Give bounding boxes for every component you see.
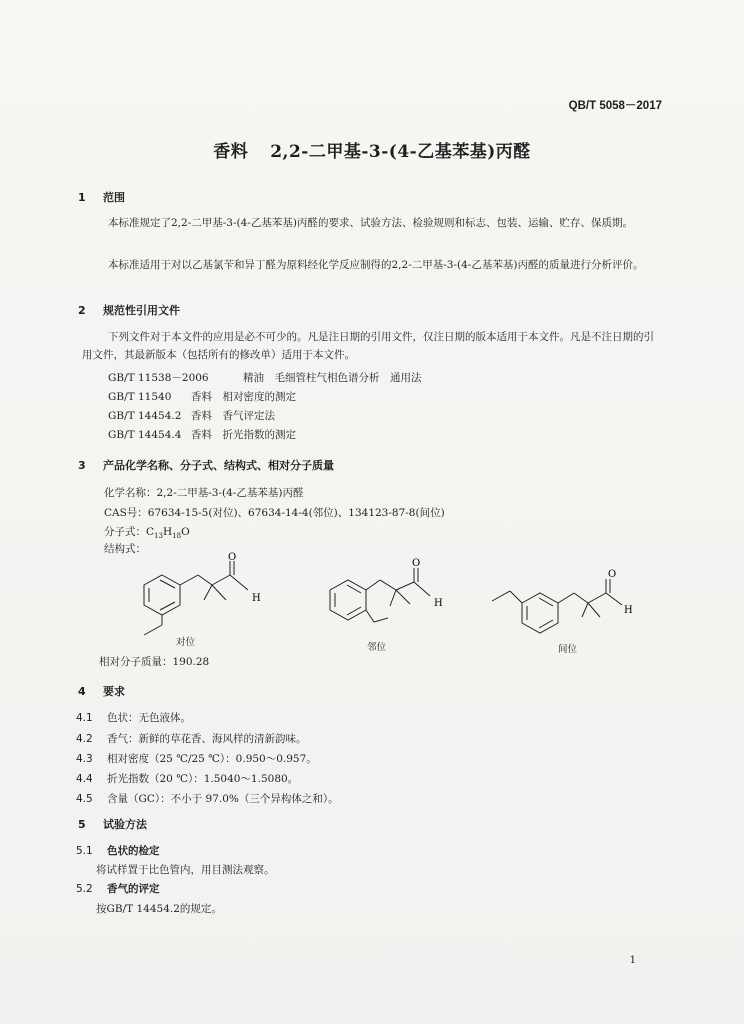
molecular-formula (104, 524, 190, 540)
method-body: 将试样置于比色管内，用目测法观察。 (96, 864, 275, 876)
title-part2: 2,2-二甲基-3-(4-乙基苯基)丙醛 (270, 142, 531, 162)
requirement-item (76, 791, 339, 806)
section3-number: 3 (78, 459, 86, 472)
document-title (0, 137, 744, 162)
method-title: 色状的检定 (107, 845, 160, 857)
reference-item (108, 370, 422, 385)
method-body: 按GB/T 14454.2的规定。 (96, 903, 222, 915)
formula-c: C (146, 526, 155, 538)
page-number: 1 (629, 955, 636, 966)
requirement-text: 色状：无色液体。 (107, 712, 191, 724)
formula-o: O (181, 526, 190, 538)
reference-title: 香料 香气评定法 (191, 410, 275, 422)
section4-heading (78, 683, 125, 699)
section2-number: 2 (78, 304, 86, 317)
standard-code: QB/T 5058－2017 (568, 100, 662, 112)
cas-number: CAS号：67634-15-5(对位)、67634-14-4(邻位)、134123-87-8(间位) (104, 507, 445, 519)
section1-para2: 本标准适用于对以乙基氯苄和异丁醛为原料经化学反应制得的2,2-二甲基-3-(4-乙基苯基)丙醛的质量进行分析评价。 (108, 259, 644, 271)
section3-title: 产品化学名称、分子式、结构式、相对分子质量 (103, 459, 334, 472)
method-heading (76, 881, 160, 896)
requirement-item (76, 710, 191, 725)
formula-h-count: 18 (172, 532, 182, 541)
requirement-text: 含量（GC）：不小于 97.0%（三个异构体之和）。 (107, 793, 339, 805)
structure-para-drawing (100, 552, 280, 640)
requirement-number: 4.2 (76, 733, 93, 745)
method-number: 5.2 (76, 883, 93, 895)
section5-number: 5 (78, 818, 86, 831)
requirement-text: 香气：新鲜的草花香、海风样的清新韵味。 (107, 733, 307, 745)
structure-para (100, 552, 280, 644)
method-heading (76, 843, 160, 858)
section1-title: 范围 (103, 191, 125, 204)
title-part1: 香料 (213, 142, 249, 162)
reference-code: GB/T 14454.4 (108, 429, 182, 441)
reference-code: GB/T 14454.2 (108, 410, 182, 422)
reference-title: 精油 毛细管柱气相色谱分析 通用法 (243, 372, 422, 384)
section5-title: 试验方法 (103, 818, 147, 831)
section1-para1: 本标准规定了2,2-二甲基-3-(4-乙基苯基)丙醛的要求、试验方法、检验规则和标志、包装、运输、贮存、保质期。 (108, 217, 633, 229)
section2-para1: 下列文件对于本文件的应用是必不可少的。凡是注日期的引用文件，仅注日期的版本适用于本文件。凡是不注日期的引用文件，其最新版本（包括所有的修改单）适用于本文件。 (82, 331, 654, 361)
section5-heading (78, 816, 147, 832)
hydrogen-label: H (252, 593, 261, 604)
structure-meta-drawing (480, 565, 660, 645)
method-number: 5.1 (76, 845, 93, 857)
formula-label: 分子式： (104, 526, 146, 538)
section4-title: 要求 (103, 685, 125, 698)
requirement-number: 4.4 (76, 773, 93, 785)
requirement-number: 4.3 (76, 753, 93, 765)
structure-label: 结构式： (104, 543, 146, 555)
formula-c-count: 13 (154, 532, 163, 541)
requirement-item (76, 751, 317, 766)
reference-item (108, 389, 296, 404)
molecular-weight: 相对分子质量：190.28 (99, 656, 210, 668)
structure-ortho-label: 邻位 (367, 642, 387, 653)
section2-title: 规范性引用文件 (103, 304, 180, 317)
reference-title: 香料 折光指数的测定 (191, 429, 296, 441)
structure-meta-label: 间位 (558, 644, 578, 655)
section1-number: 1 (78, 191, 86, 204)
hydrogen-label: H (624, 605, 633, 616)
section3-heading (78, 457, 334, 473)
structure-para-label: 对位 (176, 637, 196, 648)
structure-meta (480, 565, 660, 649)
requirement-text: 相对密度（25 ℃/25 ℃）：0.950～0.957。 (107, 753, 317, 765)
reference-item (108, 408, 275, 423)
chemical-name: 化学名称：2,2-二甲基-3-(4-乙基苯基)丙醛 (104, 487, 304, 499)
structure-ortho (300, 560, 460, 644)
requirement-item (76, 771, 298, 786)
reference-item (108, 427, 296, 442)
requirement-text: 折光指数（20 ℃）：1.5040～1.5080。 (107, 773, 299, 785)
oxygen-label: O (608, 569, 617, 580)
reference-code: GB/T 11538－2006 (108, 372, 209, 384)
section1-heading (78, 189, 125, 205)
structure-ortho-drawing (300, 560, 460, 640)
method-title: 香气的评定 (107, 883, 160, 895)
hydrogen-label: H (434, 598, 443, 609)
reference-code: GB/T 11540 (108, 391, 172, 403)
oxygen-label: O (412, 558, 421, 569)
requirement-number: 4.1 (76, 712, 93, 724)
reference-title: 香料 相对密度的测定 (191, 391, 296, 403)
requirement-number: 4.5 (76, 793, 93, 805)
formula-h: H (162, 526, 173, 538)
oxygen-label: O (228, 552, 237, 563)
requirement-item (76, 731, 307, 746)
section2-heading (78, 302, 180, 318)
section4-number: 4 (78, 685, 86, 698)
